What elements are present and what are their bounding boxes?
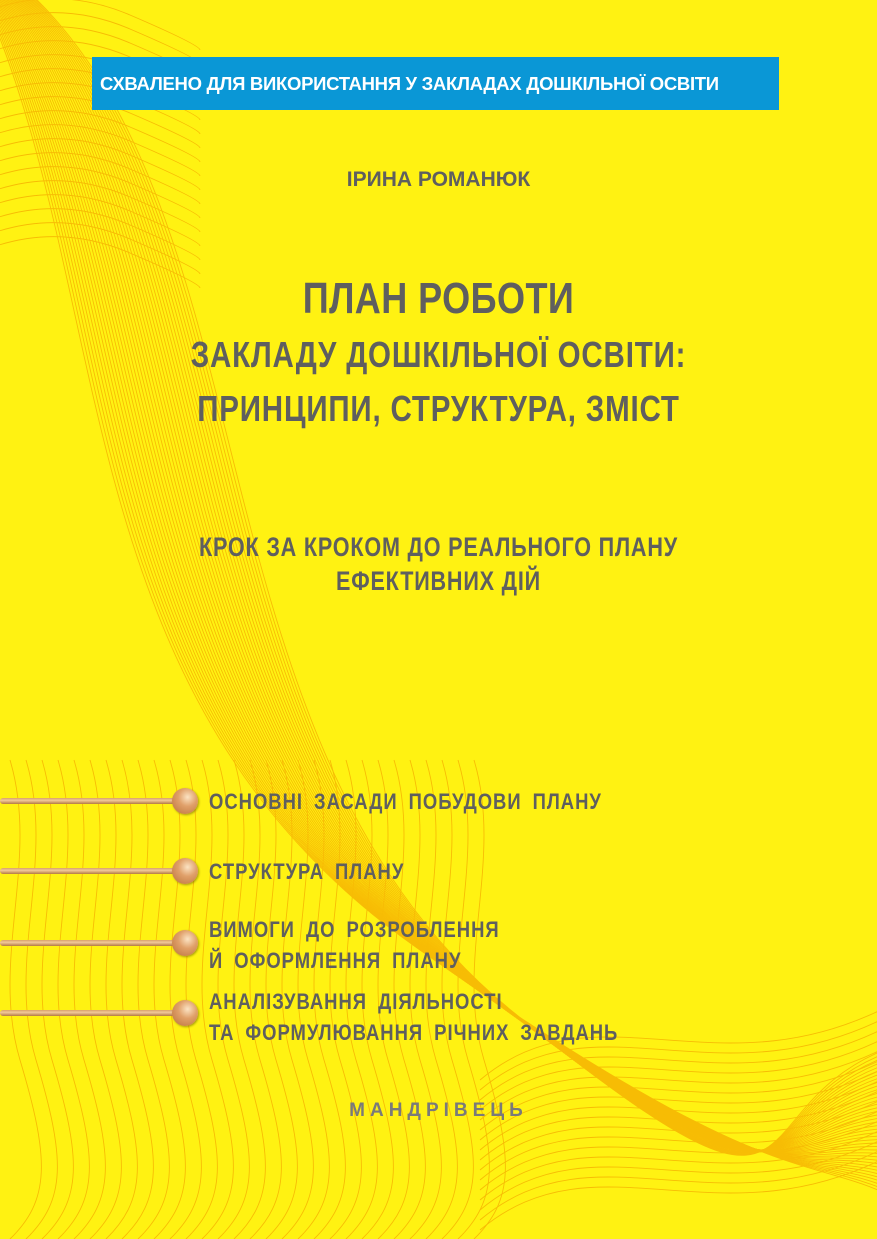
topic-item	[0, 914, 877, 973]
topic-text: ОСНОВНІ ЗАСАДИ ПОБУДОВИ ПЛАНУ	[209, 789, 602, 814]
bead-icon	[172, 1000, 198, 1026]
subtitle-line-2: ЕФЕКТИВНИХ ДІЙ	[336, 566, 541, 596]
topic-item	[0, 856, 877, 886]
title-line-1: ПЛАН РОБОТИ	[302, 274, 575, 323]
subtitle-line-1: КРОК ЗА КРОКОМ ДО РЕАЛЬНОГО ПЛАНУ	[199, 532, 678, 562]
topic-text: АНАЛІЗУВАННЯ ДІЯЛЬНОСТІ ТА ФОРМУЛЮВАННЯ РІЧНИХ ЗАВДАНЬ	[209, 989, 619, 1045]
publisher-logo: МАНДРІВЕЦЬ	[349, 1100, 528, 1121]
bead-icon	[172, 858, 198, 884]
title-line-3: ПРИНЦИПИ, СТРУКТУРА, ЗМІСТ	[197, 388, 680, 429]
rod-icon	[0, 940, 176, 946]
book-title	[79, 270, 798, 436]
bead-icon	[172, 930, 198, 956]
bead-icon	[172, 788, 198, 814]
approval-banner-text: СХВАЛЕНО ДЛЯ ВИКОРИСТАННЯ У ЗАКЛАДАХ ДОШКІЛЬНОЇ ОСВІТИ	[100, 72, 719, 94]
topic-item	[0, 786, 877, 816]
rod-icon	[0, 1010, 176, 1016]
topic-text: СТРУКТУРА ПЛАНУ	[209, 859, 405, 884]
author-name: ІРИНА РОМАНЮК	[346, 168, 531, 191]
topic-item	[0, 986, 877, 1045]
approval-banner	[92, 57, 779, 110]
topic-text: ВИМОГИ ДО РОЗРОБЛЕННЯ Й ОФОРМЛЕННЯ ПЛАНУ	[209, 917, 500, 973]
book-subtitle	[88, 530, 790, 598]
rod-icon	[0, 868, 176, 874]
title-line-2: ЗАКЛАДУ ДОШКІЛЬНОЇ ОСВІТИ:	[190, 334, 687, 375]
rod-icon	[0, 798, 176, 804]
